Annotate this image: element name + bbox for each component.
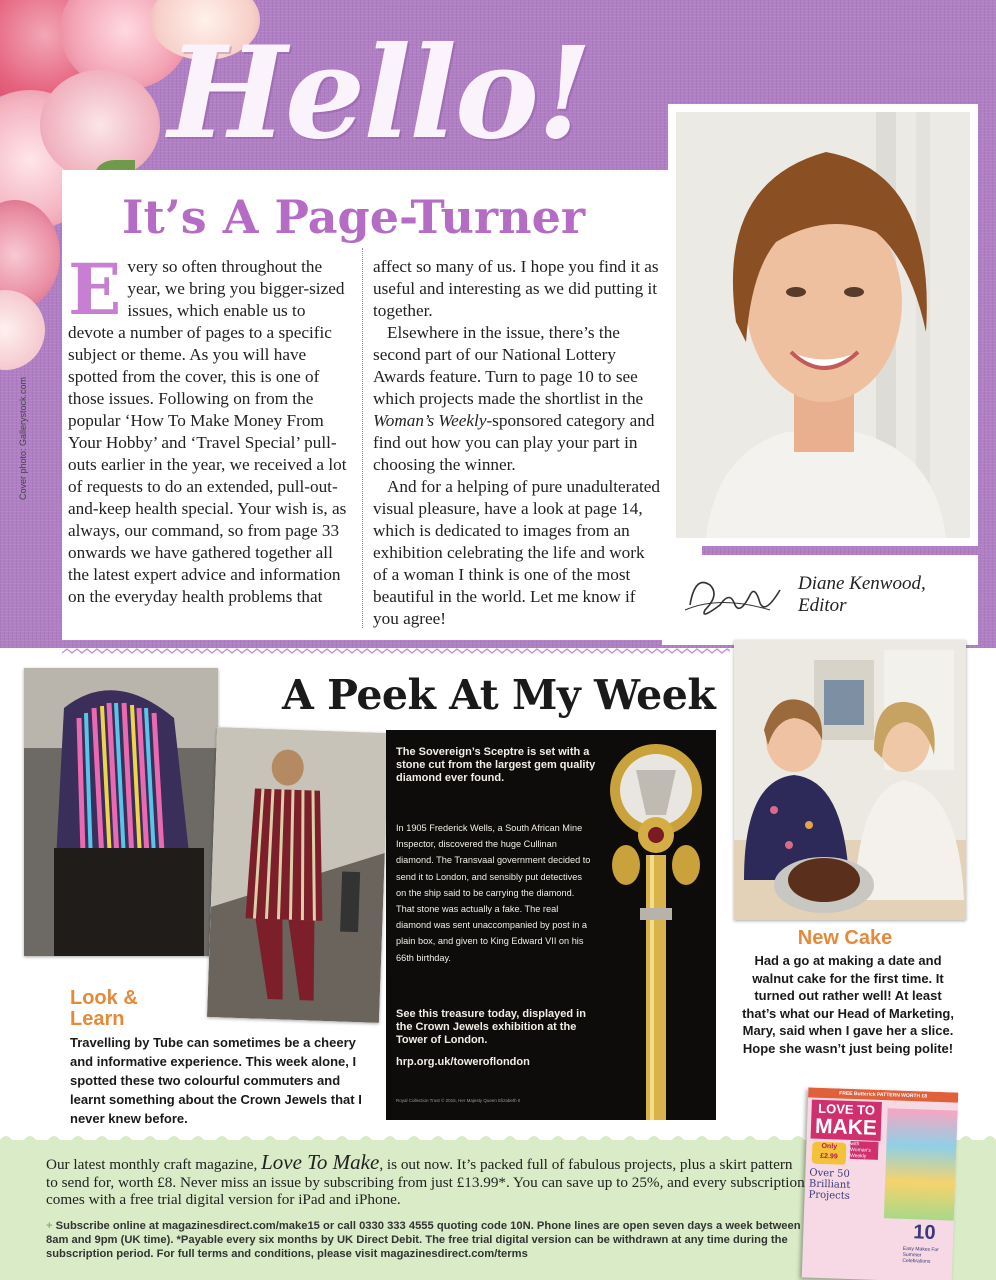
editorial-column-1 (68, 248, 350, 608)
editorial-headline: It’s A Page-Turner (122, 190, 586, 244)
new-cake-title: New Cake (797, 927, 893, 949)
look-learn-text: Travelling by Tube can sometimes be a cheery and informative experience. This week alone, I spotted these two colourful commuters and learnt something about the Crown Jewels that I never knew before. (70, 1035, 362, 1126)
photo-credit: Cover photo: Gallerystock.com (18, 376, 28, 500)
peek-title: A Peek At My Week (282, 671, 716, 719)
sceptre-body: In 1905 Frederick Wells, a South African Mine Inspector, discovered the huge Cullinan diamond. The Transvaal government decided to send it to London, and sensibly put detectives on the ship said to be carrying the diamond. That stone was actually a fake. The real diamond was sent unaccompanied by post in a plain box, and given to King Edward VII on his 66th birthday. (396, 823, 591, 963)
editor-signature-name: Diane Kenwood, Editor (798, 573, 926, 616)
sceptre-panel (386, 730, 716, 1120)
striped-suit-photo (207, 727, 389, 1023)
sceptre-heading: The Sovereign’s Sceptre is set with a stone cut from the largest gem quality diamond ever found. (396, 746, 596, 784)
col2-paragraph-3: And for a helping of pure unadulterated visual pleasure, have a look at page 14, which is dedicated to images from an exhibition celebrating the life and work of a woman I think is one of the most beautiful in the world. Let me know if you agree! (373, 477, 660, 628)
sceptre-image (596, 730, 716, 1120)
editorial-column-2 (373, 256, 663, 630)
sceptre-url: hrp.org.uk/toweroflondon (396, 1056, 530, 1068)
hello-heading: Hello! (168, 19, 591, 167)
new-cake-text: Had a go at making a date and walnut cake for the first time. It turned out rather well! At least that’s what our Head of Marketing, Mary, said when I gave her a slice. Hope she wasn’t just being polite! (742, 953, 954, 1056)
signature-image (680, 565, 790, 625)
drop-cap: E (68, 248, 122, 331)
col2-paragraph-2: Elsewhere in the issue, there’s the second part of our National Lottery Awards feature. Turn to page 10 to see which projects made the shortlist in the Woman’s Weekly-sponsored category and find out how you can play your part in choosing the winner. (373, 323, 655, 474)
footer-terms: + Subscribe online at magazinesdirect.com/make15 or call 0330 333 4555 quoting code 10N. Phone lines are open seven days a week between 8am and 9pm (UK time). *Payable every six months by UK Direct Debit. The free trial digital version can be withdrawn at any time during the subscription period. For full terms and conditions, please visit magazinesdirect.com/terms (46, 1220, 801, 1260)
magazine-name: Love To Make (261, 1150, 380, 1174)
cake-photo (734, 640, 966, 920)
sceptre-copyright: Royal Collection Trust © 2015, Her Majesty Queen Elizabeth II (396, 1098, 521, 1103)
rainbow-hair-photo (24, 668, 218, 956)
love-to-make-cover: FREE Butterick PATTERN WORTH £8 LOVE TO MAKE with Woman's Weekly Only £2.99 Over 50 Brilliant Projects 10 Easy Makes For Summer Celebrations (802, 1087, 959, 1280)
col1-text: very so often throughout the year, we bring you bigger-sized issues, which enable us to devote a number of pages to a specific subject or theme. As you will have spotted from the cover, this is one of those issues. Following on from the popular ‘How To Make Money From Your Hobby’ and ‘Travel Special’ pull-outs earlier in the year, we received a lot of requests to do an extended, pull-out-and-keep health special. Your wish is, as always, our command, so from page 33 onwards we have gathered together all the latest expert advice and information on the everyday health problems that (68, 257, 347, 606)
editor-photo (668, 104, 978, 546)
sceptre-see-text: See this treasure today, displayed in the Crown Jewels exhibition at the Tower of London. (396, 1008, 586, 1046)
column-divider (362, 248, 363, 628)
col2-paragraph-1: affect so many of us. I hope you find it as useful and interesting as we did putting it together. (373, 257, 659, 320)
look-learn-title: Look & Learn (70, 987, 138, 1030)
zigzag-divider (62, 648, 730, 658)
footer-promo-text: Our latest monthly craft magazine, Love To Make, is out now. It’s packed full of fabulous projects, plus a skirt pattern to send for, worth £8. Never miss an issue by subscribing from just £13.99*. You can save up to 25%, and every subscription comes with a free trial digital version for iPad and iPhone. (46, 1150, 805, 1208)
